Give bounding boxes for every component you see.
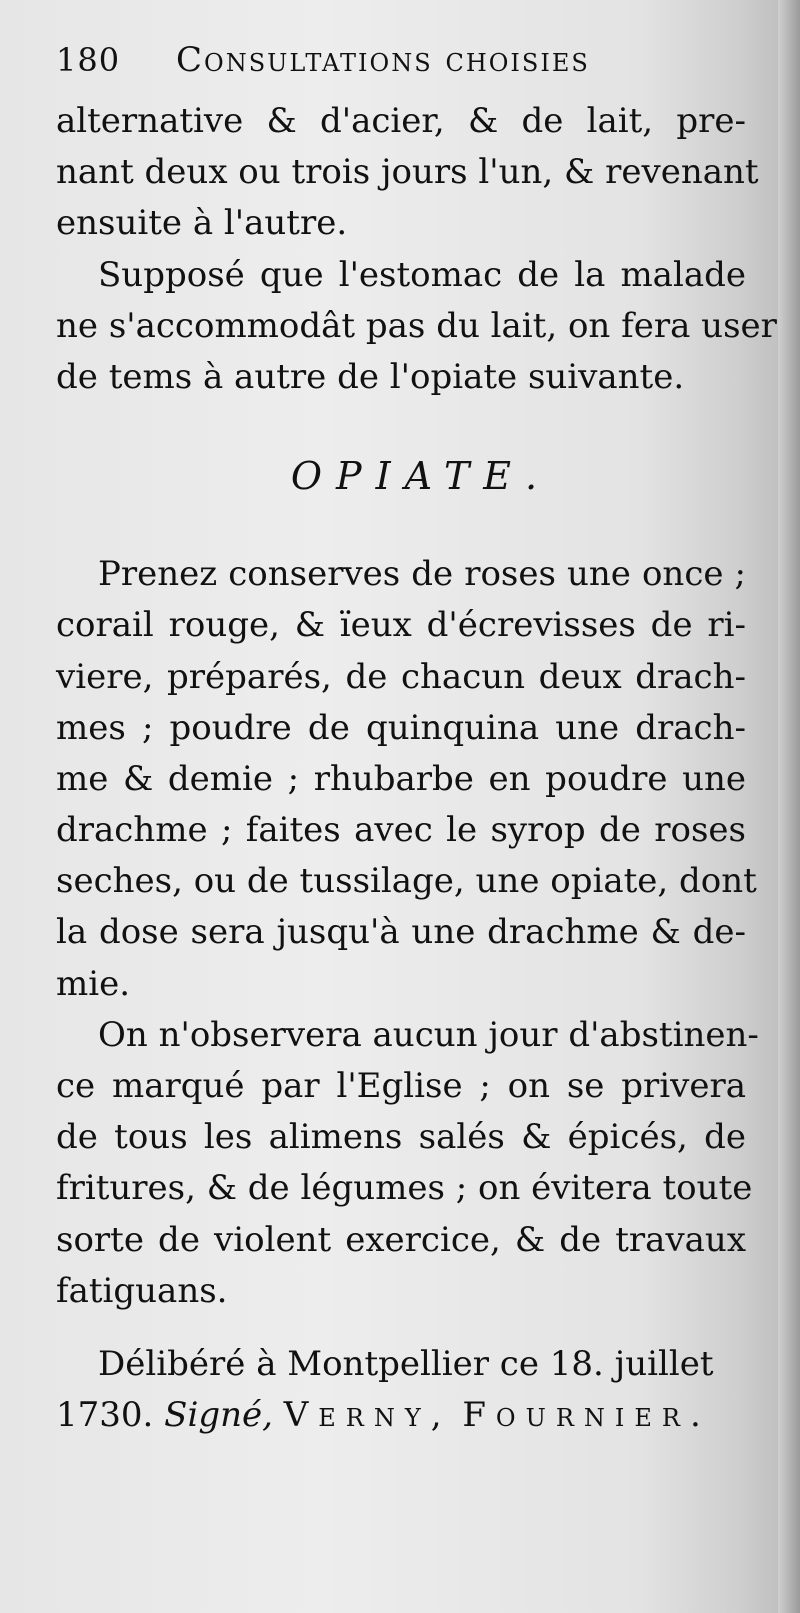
text-line: mes ; poudre de quinquina une drach- [56,707,746,748]
text-line: ce marqué par l'Eglise ; on se privera [56,1066,746,1106]
text-line: de tous les alimens salés & épicés, de [56,1117,746,1158]
text-line: Prenez conserves de roses une once ; [98,554,746,595]
signed-label: Signé, [164,1395,273,1436]
signer-verny: Verny, [283,1395,452,1436]
text-line: fatiguans. [56,1270,228,1311]
section-title: OPIATE. [290,454,552,499]
signer-fournier: Fournier. [462,1395,711,1436]
text-line: corail rouge, & ïeux d'écrevisses de ri- [56,605,746,646]
signature-line [56,1390,746,1441]
closing-paragraph [56,1339,746,1441]
page-gutter-shadow [778,0,800,1613]
page-text [56,40,777,1441]
page-header [56,40,746,96]
text-line: fritures, & de légumes ; on évitera toute [56,1168,753,1209]
text-line: Supposé que l'estomac de la malade [98,254,746,295]
date-line: Délibéré à Montpellier ce 18. juillet [98,1343,714,1384]
year: 1730. [56,1395,154,1436]
paragraph-continuation [56,96,759,250]
text-line: ne s'accommodât pas du lait, on fera user [56,305,777,346]
text-line: me & demie ; rhubarbe en poudre une [56,758,746,799]
text-line: mie. [56,963,131,1004]
text-line: la dose sera jusqu'à une drachme & de- [56,912,746,953]
text-line: de tems à autre de l'opiate suivante. [56,356,685,397]
page-number: 180 [56,41,121,79]
text-line: On n'observera aucun jour d'abstinen- [98,1014,759,1055]
text-line: alternative & d'acier, & de lait, pre- [56,101,746,141]
recipe-paragraph [56,549,757,1010]
text-line: drachme ; faites avec le syrop de roses [56,810,746,851]
text-line: nant deux ou trois jours l'un, & revenant [56,152,759,193]
text-line: seches, ou de tussilage, une opiate, dont [56,861,757,902]
text-line: viere, préparés, de chacun deux drach- [56,656,746,697]
regimen-paragraph [56,1010,759,1317]
text-line: sorte de violent exercice, & de travaux [56,1219,746,1260]
text-line: ensuite à l'autre. [56,203,348,244]
running-title: Consultations choisies [176,40,590,80]
paragraph-milk-alternative [56,250,777,404]
